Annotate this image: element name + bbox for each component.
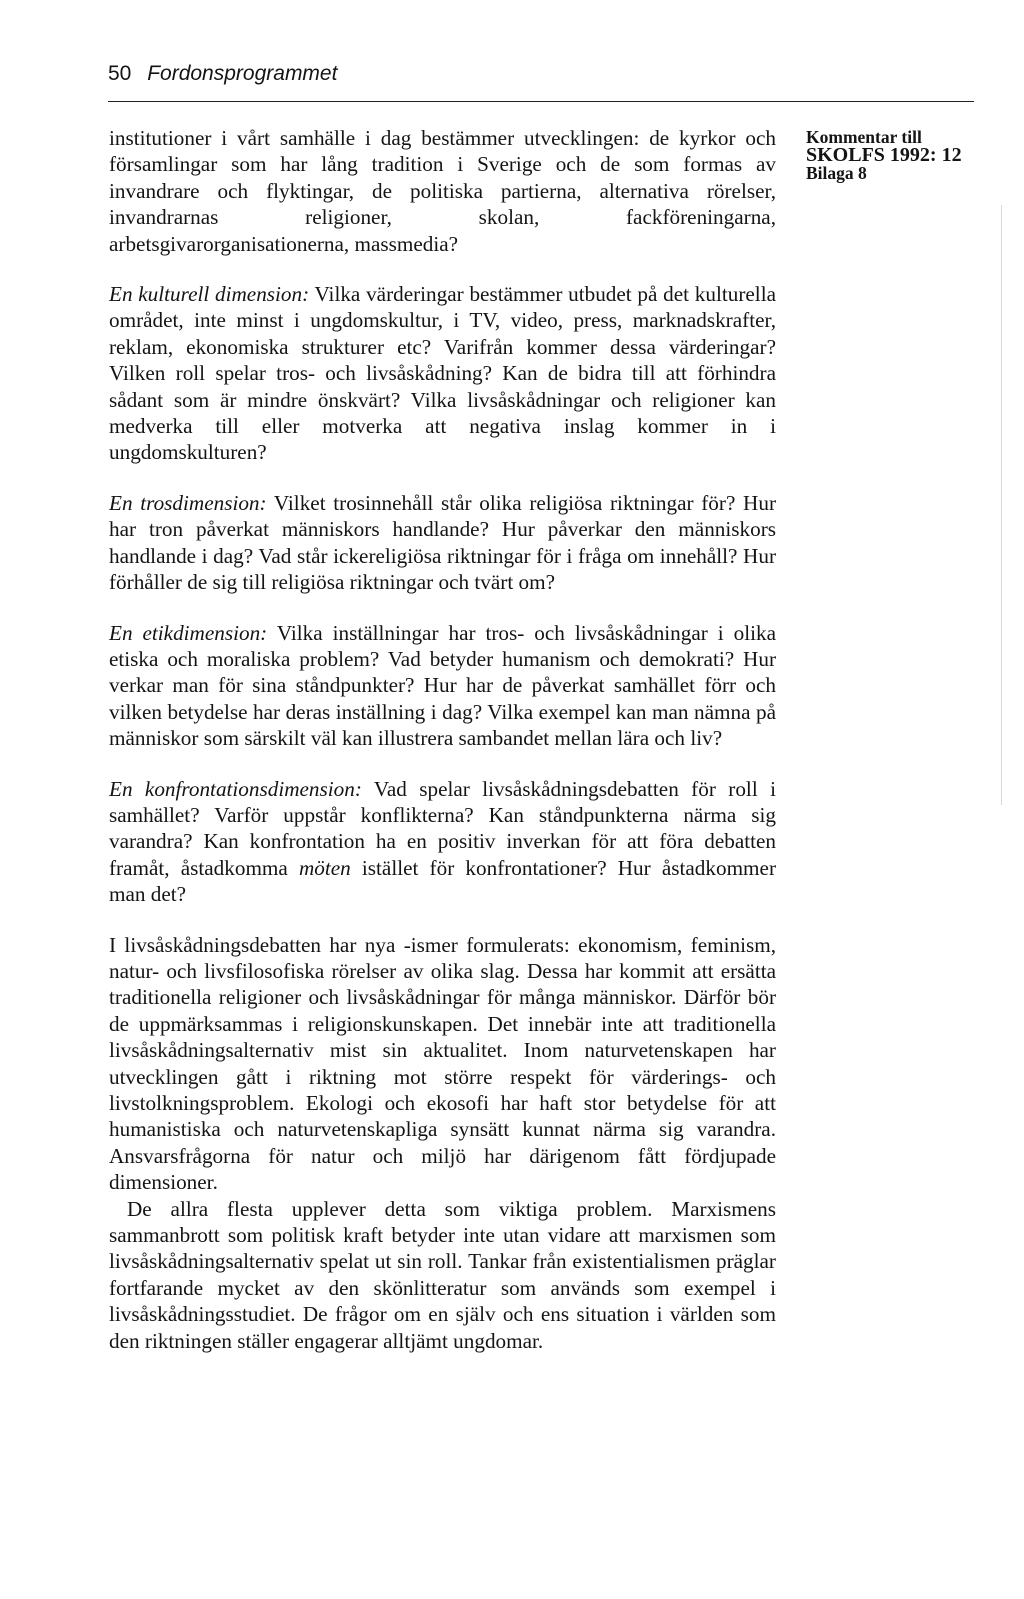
running-title: Fordonsprogrammet [147,62,338,85]
scan-edge-mark [1001,205,1002,805]
paragraph-marxism: De allra flesta upplever detta som viktiga problem. Marxismens sammanbrott som politisk kraft betyder inte utan vidare att marxismen som livsåskådningsalternativ spelat ut sin roll. Tankar från existentialismen präglar fortfarande mycket av den skönlitteratur som används som exempel i livsåskådningsstudiet. De frågor om en själv och ens situation i världen som den riktningen ställer engagerar alltjämt ungdomar. [109,1196,776,1353]
text-confrontation-a: Vad spelar livsåskådningsdebatten för roll i samhället? Varför uppstår konflikterna? Kan ståndpunkterna närma sig varandra? Kan konfrontation ha en positiv inverkan för att föra debatten framåt, åstadkomma [109,776,776,880]
lead-ethics: En etikdimension: [109,620,268,645]
body-text [109,125,776,1378]
paragraph-faith-dimension [109,490,776,596]
margin-note-line3: Bilaga 8 [806,163,867,183]
paragraph-ethics-dimension [109,620,776,752]
paragraph-institutions: institutioner i vårt samhälle i dag bestämmer utvecklingen: de kyrkor och församlingar som har lång tradition i Sverige och de som formas av invandrare och flyktingar, de politiska partierna, alternativa rörelser, invandrarnas religioner, skolan, fackföreningarna, arbetsgivarorganisationerna, massmedia? [109,126,776,256]
text-confrontation-b: istället för konfrontationer? Hur åstadkommer man det? [109,855,777,907]
lead-cultural: En kulturell dimension: [109,282,310,307]
running-header [108,62,970,86]
text-confrontation-emphasis: möten [298,855,351,880]
margin-note [806,129,986,182]
header-rule [108,101,974,102]
paragraph-cultural-dimension [109,281,776,466]
margin-note-line1: Kommentar till [806,127,922,147]
text-faith: Vilket trosinnehåll står olika religiösa riktningar för? Hur har tron påverkat människors handlande? Hur påverkar den människors handlande i dag? Vad står ickereligiösa riktningar för i fråga om innehåll? Hur förhåller de sig till religiösa riktningar och tvärt om? [109,490,777,595]
lead-faith: En trosdimension: [109,490,267,515]
text-cultural: Vilka värderingar bestämmer utbudet på det kulturella området, inte minst i ungdomskultur, i TV, video, press, marknadskrafter, reklam, ekonomiska strukturer etc? Varifrån kommer dessa värderingar? Vilken roll spelar tros- och livsåskådning? Kan de bidra till att förhindra sådant som är mindre önskvärt? Vilka livsåskådningar och religioner kan medverka till eller motverka att negativa inslag kommer in i ungdomskulturen? [109,282,776,465]
margin-note-line2: SKOLFS 1992: 12 [806,144,962,166]
paragraph-isms: I livsåskådningsdebatten har nya -ismer formulerats: ekonomism, feminism, natur- och livsfilosofiska rörelser av olika slag. Dessa har kommit att ersätta traditionella religioner och livsåskådningar för många människor. Därför bör de uppmärksammas i religionskunskapen. Det innebär inte att traditionella livsåskådningsalternativ mist sin aktualitet. Inom naturvetenskapen har utvecklingen gått i riktning mot större respekt för värderings- och livstolkningsproblem. Ekologi och ekosofi har haft stor betydelse för att humanistiska och naturvetenskapliga synsätt kunnat närma sig varandra. Ansvarsfrågorna för natur och miljö har därigenom fått fördjupade dimensioner. [109,932,776,1195]
text-ethics: Vilka inställningar har tros- och livsåskådningar i olika etiska och moraliska problem? Vad betyder humanism och demokrati? Hur verkar man för sina ståndpunkter? Hur har de påverkat samhället förr och vilken betydelse har deras inställning i dag? Vilka exempel kan man nämna på människor som särskilt väl kan illustrera sambandet mellan lära och liv? [109,620,777,751]
paragraph-confrontation-dimension [109,776,776,908]
page-number: 50 [108,62,132,85]
lead-confrontation: En konfrontationsdimension: [109,776,362,801]
